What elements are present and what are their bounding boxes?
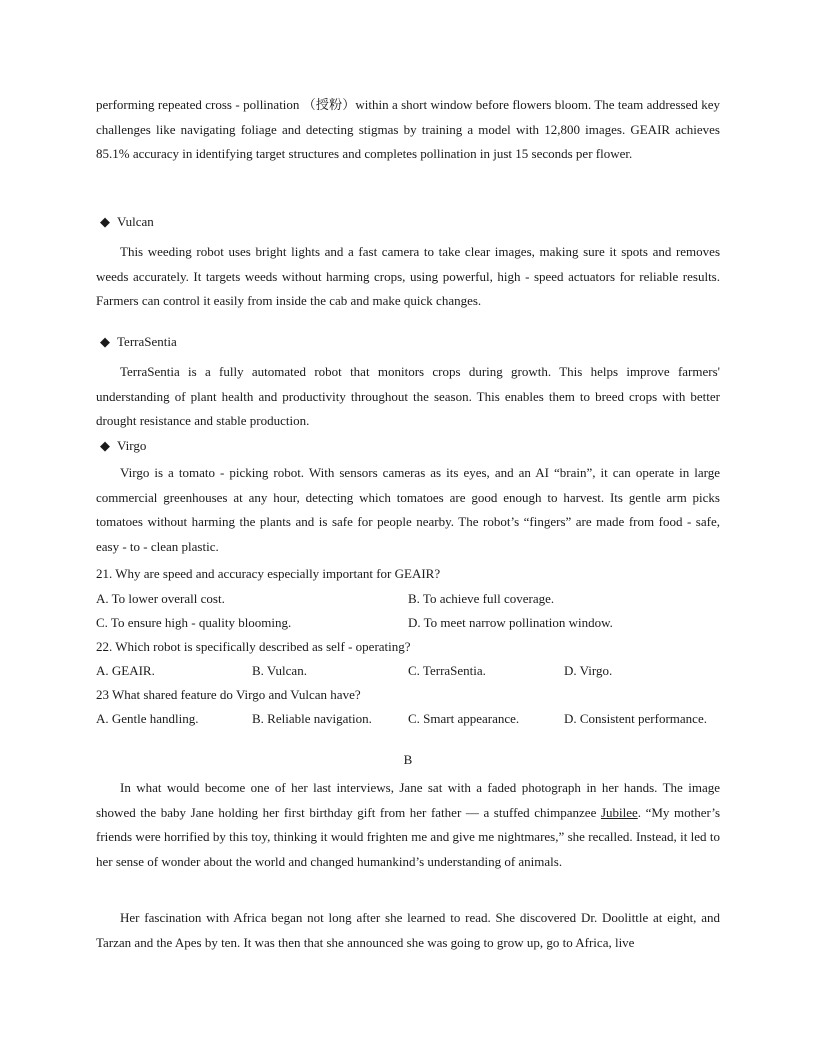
question-23-option-d: D. Consistent performance. [564, 711, 707, 726]
question-21-stem: 21. Why are speed and accuracy especially important for GEAIR? [96, 566, 441, 581]
section-title: Vulcan [117, 214, 154, 229]
section-text-terrasentia: TerraSentia is a fully automated robot that monitors crops during growth. This helps improve farmers' understanding of plant health and productivity throughout the season. This enables them to breed crops with better drought resistance and stable production. [96, 364, 720, 429]
question-22-option-c: C. TerraSentia. [408, 663, 486, 678]
question-21-option-a: A. To lower overall cost. [96, 591, 225, 606]
diamond-bullet-icon: ◆ [100, 214, 110, 229]
passage-b-label: B [403, 752, 413, 767]
question-22-option-a: A. GEAIR. [96, 663, 155, 678]
passage-b-paragraph-2: Her fascination with Africa began not long after she learned to read. She discovered Dr. Doolittle at eight, and Tarzan and the Apes by ten. It was then that she announced she was going to grow up, go to Africa, live [96, 910, 720, 950]
question-21-option-b: B. To achieve full coverage. [408, 591, 555, 606]
section-title: TerraSentia [117, 334, 177, 349]
question-21-option-c: C. To ensure high - quality blooming. [96, 615, 292, 630]
passage-a-intro: performing repeated cross - pollination （授粉）within a short window before flowers bloom. The team addressed key challenges like navigating foliage and detecting stigmas by training a model with 12,800 images. GEAIR achieves 85.1% accuracy in identifying target structures and completes pollination in just 15 seconds per flower. [96, 97, 720, 162]
passage-b-paragraph-1 [96, 776, 720, 874]
passage-b-p1-text: In what would become one of her last interviews, Jane sat with a faded photograph in her hands. The image showed the baby Jane holding her first birthday gift from her father — a stuffed chimpanzee [96, 780, 720, 820]
section-text-vulcan: This weeding robot uses bright lights and a fast camera to take clear images, making sure it spots and removes weeds accurately. It targets weeds without harming crops, using powerful, high - speed actuators for reliable results. Farmers can control it easily from inside the cab and make quick changes. [96, 244, 720, 309]
diamond-bullet-icon: ◆ [100, 334, 110, 349]
question-23-option-c: C. Smart appearance. [408, 711, 520, 726]
question-22-option-d: D. Virgo. [564, 663, 613, 678]
question-23-option-b: B. Reliable navigation. [252, 711, 372, 726]
diamond-bullet-icon: ◆ [100, 438, 110, 453]
section-heading-virgo [100, 437, 146, 455]
question-21-option-d: D. To meet narrow pollination window. [408, 615, 613, 630]
question-22-option-b: B. Vulcan. [252, 663, 307, 678]
question-23-stem: 23 What shared feature do Virgo and Vulcan have? [96, 687, 361, 702]
passage-b-p1-text-cont: . “My mother’s friends were horrified by this toy, thinking it would frighten me and give me nightmares,” she recalled. Instead, it led to her sense of wonder about the world and changed humankind’s understanding of animals. [96, 804, 720, 869]
section-heading-vulcan [100, 213, 154, 231]
section-text-virgo: Virgo is a tomato - picking robot. With sensors cameras as its eyes, and an AI “brain”, it can operate in large commercial greenhouses at any hour, detecting which tomatoes are good enough to harvest. Its gentle arm picks tomatoes without harming the plants and is safe for people nearby. The robot’s “fingers” are made from food - safe, easy - to - clean plastic. [96, 465, 720, 554]
question-22-stem: 22. Which robot is specifically described as self - operating? [96, 639, 411, 654]
question-23-option-a: A. Gentle handling. [96, 711, 199, 726]
section-heading-terrasentia [100, 333, 177, 351]
underlined-word: Jubilee [600, 804, 638, 820]
section-title: Virgo [117, 438, 147, 453]
